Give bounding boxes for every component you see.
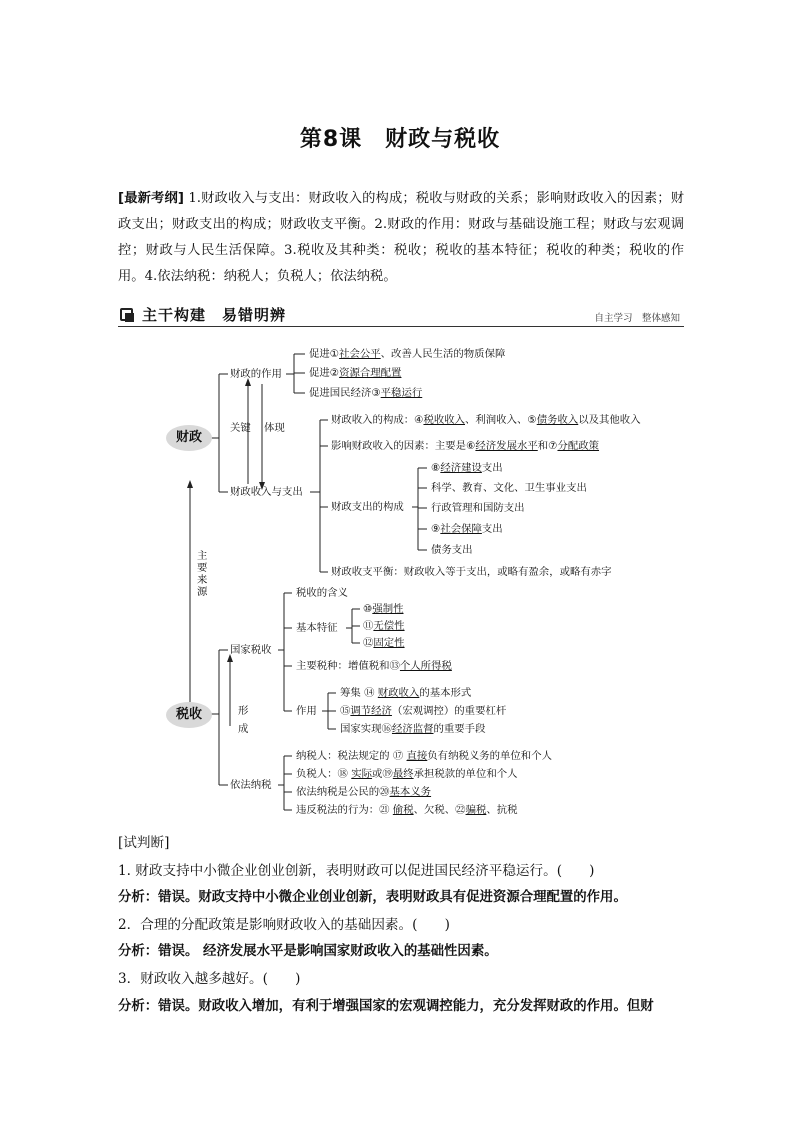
- fushuiren: 负税人：⑱ 实际或⑲最终承担税款的单位和个人: [296, 768, 518, 780]
- shouzhi-label: 财政收入与支出: [230, 486, 303, 498]
- nashuiren: 纳税人：税法规定的 ⑰ 直接负有纳税义务的单位和个人: [296, 750, 552, 762]
- zhuyao-laiyuan-label: 主要来源: [197, 550, 208, 598]
- yifa-nashui-label: 依法纳税: [230, 779, 272, 791]
- shuishou-zuoyong-label: 作用: [296, 705, 317, 717]
- caizheng-node: 财政: [166, 425, 212, 451]
- shuishou-zuoyong-1: 筹集 ⑭ 财政收入的基本形式: [340, 687, 472, 699]
- guanjian-label: 关键: [230, 422, 251, 434]
- zuoyong-item-3: 促进国民经济③平稳运行: [309, 387, 423, 399]
- shouru-goucheng: 财政收入的构成：④税收收入、利润收入、⑤债务收入以及其他收入: [331, 414, 641, 426]
- zhichu-item-4: ⑨社会保障支出: [431, 523, 503, 535]
- analysis-1: 分析：错误。财政支持中小微企业创业创新，表明财政具有促进资源合理配置的作用。: [118, 890, 627, 905]
- analysis-2: 分析：错误。 经济发展水平是影响国家财政收入的基础性因素。: [118, 944, 498, 959]
- analysis-3: 分析：错误。财政收入增加，有利于增强国家的宏观调控能力，充分发挥财政的作用。但财: [118, 999, 654, 1014]
- jiben-tezheng-label: 基本特征: [296, 622, 338, 634]
- zhichu-item-3: 行政管理和国防支出: [431, 502, 525, 514]
- guojia-shuishou-label: 国家税收: [230, 644, 272, 656]
- shouru-yinsu: 影响财政收入的因素：主要是⑥经济发展水平和⑦分配政策: [331, 440, 600, 452]
- question-2: 2．合理的分配政策是影响财政收入的基础因素。( ): [118, 917, 450, 933]
- zhichu-item-2: 科学、教育、文化、卫生事业支出: [431, 482, 587, 494]
- shuishou-zuoyong-2: ⑮调节经济（宏观调控）的重要杠杆: [340, 705, 507, 717]
- tezheng-1: ⑩强制性: [363, 603, 404, 615]
- question-1: 1. 财政支持中小微企业创业创新，表明财政可以促进国民经济平稳运行。( ): [118, 863, 595, 879]
- weifa-xingwei: 违反税法的行为：㉑ 偷税、欠税、㉒骗税、抗税: [296, 804, 518, 816]
- zuoyong-item-2: 促进②资源合理配置: [309, 367, 402, 379]
- section-subtitle: 自主学习 整体感知: [594, 313, 680, 324]
- tezheng-2: ⑪无偿性: [363, 620, 405, 632]
- zhichu-item-5: 债务支出: [431, 544, 473, 556]
- zhichu-goucheng-label: 财政支出的构成: [331, 501, 404, 513]
- page-title: 第8课 财政与税收: [299, 127, 501, 152]
- outline-text: 1.财政收入与支出：财政收入的构成；税收与财政的关系；影响财政收入的因素；财政支出；财政支出的构成；财政收支平衡。2.财政的作用：财政与基础设施工程；财政与宏观调控；财政与人民生活保障。3.税收及其种类：税收；税收的基本特征；税收的种类；税收的作用。4.依法纳税：纳税人；负税人；依法纳税。: [118, 191, 685, 284]
- tixian-label: 体现: [264, 422, 285, 434]
- outline-tag: [最新考纲]: [118, 191, 184, 206]
- shuishou-hanyi: 税收的含义: [296, 587, 348, 599]
- shuishou-node: 税收: [166, 702, 212, 728]
- shouzhi-pingheng: 财政收支平衡：财政收入等于支出，或略有盈余，或略有赤字: [331, 566, 612, 578]
- tezheng-3: ⑫固定性: [363, 637, 405, 649]
- judge-heading: [试判断]: [118, 835, 170, 851]
- xingcheng-label: 形成: [238, 705, 249, 735]
- question-3: 3．财政收入越多越好。( ): [118, 971, 301, 987]
- zhuyao-shuizhong: 主要税种：增值税和⑬个人所得税: [296, 660, 452, 672]
- section-title: 主干构建 易错明辨: [142, 306, 287, 324]
- zhichu-item-1: ⑧经济建设支出: [431, 462, 503, 474]
- zuoyong-item-1: 促进①社会公平、改善人民生活的物质保障: [309, 348, 506, 360]
- shuishou-zuoyong-3: 国家实现⑯经济监督的重要手段: [340, 723, 486, 735]
- zuoyong-label: 财政的作用: [230, 368, 282, 380]
- jiben-yiwu: 依法纳税是公民的⑳基本义务: [296, 786, 432, 798]
